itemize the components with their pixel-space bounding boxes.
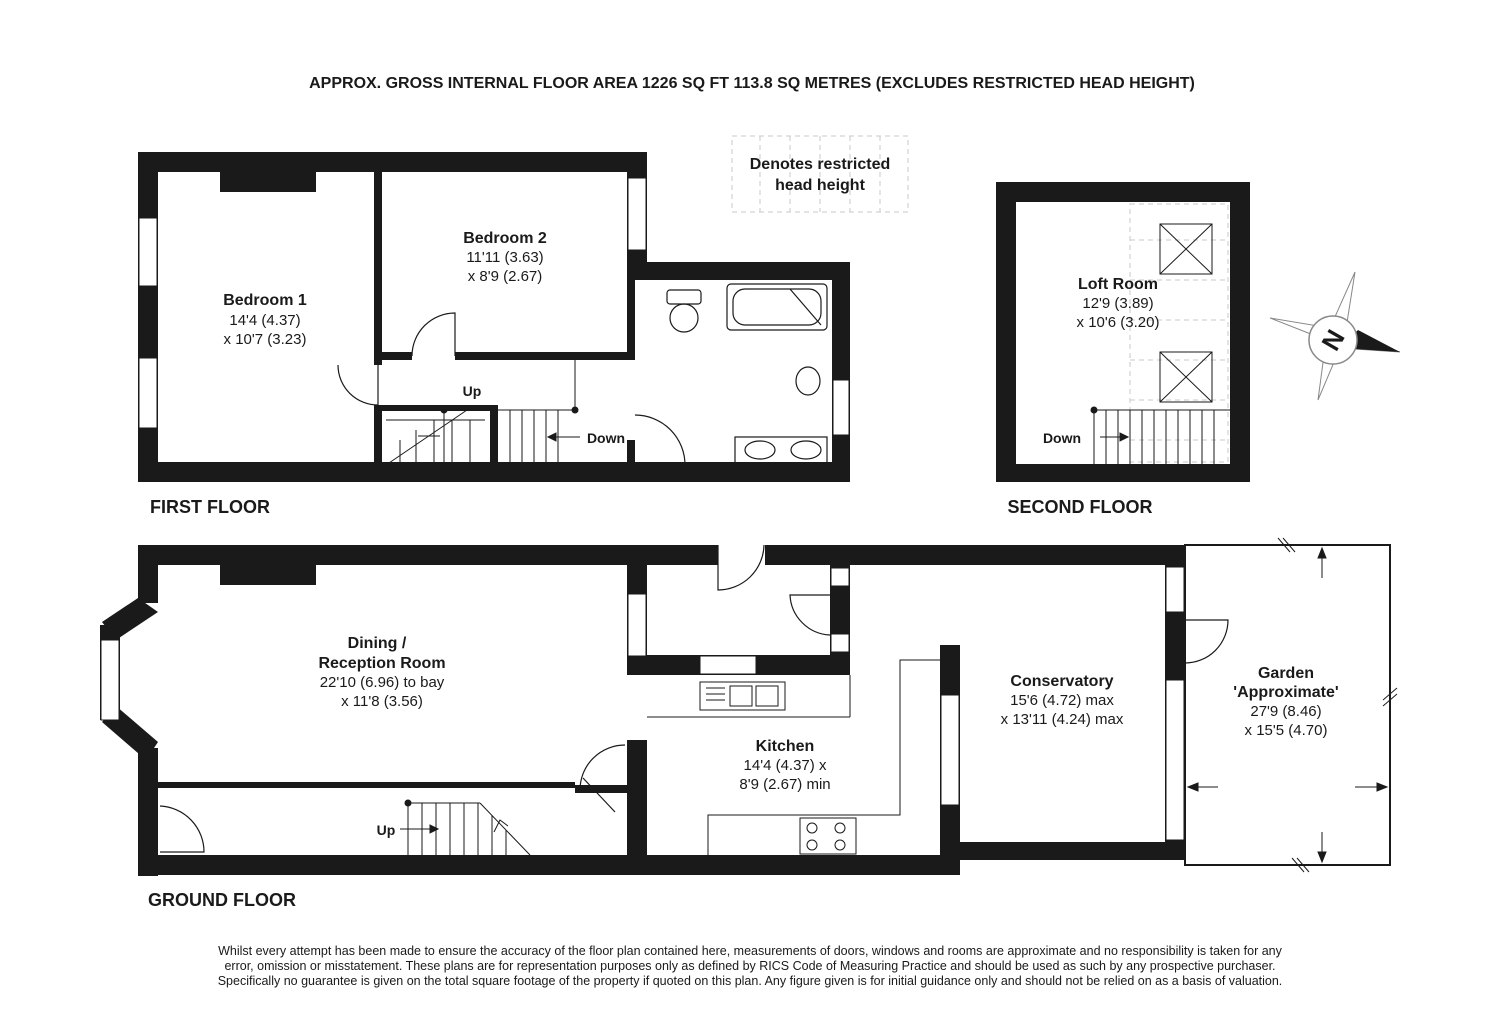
dining-dim1: 22'10 (6.96) to bay <box>319 674 445 691</box>
kitchen-dim1: 14'4 (4.37) x <box>743 757 827 774</box>
kitchen-name: Kitchen <box>755 738 815 755</box>
ground-floor-stairs <box>400 800 530 855</box>
kitchen-dim2: 8'9 (2.67) min <box>739 776 831 793</box>
plan-title: APPROX. GROSS INTERNAL FLOOR AREA 1226 SQ FT 113.8 SQ METRES (EXCLUDES RESTRICTED HEAD HEIGHT) <box>309 75 1195 92</box>
compass-north-letter: N <box>1315 324 1351 356</box>
loft-dim1: 12'9 (3.89) <box>1082 295 1154 312</box>
legend-line-1: Denotes restricted <box>749 156 891 173</box>
bedroom-2-dim2: x 8'9 (2.67) <box>467 268 543 285</box>
ground-up-label: Up <box>376 822 396 838</box>
dining-name-1: Dining / <box>347 635 407 652</box>
loft-name: Loft Room <box>1078 276 1158 293</box>
restricted-legend <box>732 136 908 212</box>
toilet-icon <box>667 290 701 304</box>
skylight-icons <box>1160 224 1212 402</box>
first-up-label: Up <box>462 383 482 399</box>
room-label-conservatory <box>1001 673 1124 728</box>
garden-dim2: x 15'5 (4.70) <box>1244 722 1328 739</box>
garden-dim1: 27'9 (8.46) <box>1250 703 1322 720</box>
compass-icon <box>1270 272 1400 400</box>
bedroom-2-name: Bedroom 2 <box>463 230 547 247</box>
room-label-loft <box>1077 276 1160 331</box>
room-label-bedroom-2 <box>463 230 547 285</box>
garden-name-1: Garden <box>1257 665 1315 682</box>
loft-dim2: x 10'6 (3.20) <box>1076 314 1160 331</box>
first-floor-label: FIRST FLOOR <box>150 497 270 517</box>
disclaimer <box>150 944 1350 989</box>
bedroom-1-dim2: x 10'7 (3.23) <box>223 331 307 348</box>
loft-stairs <box>1091 407 1230 464</box>
bedroom-1-name: Bedroom 1 <box>223 292 307 309</box>
bidet-icon <box>796 367 820 395</box>
ground-floor-label: GROUND FLOOR <box>148 890 296 910</box>
dining-name-2: Reception Room <box>318 655 446 672</box>
legend-line-2: head height <box>775 177 865 194</box>
bathroom-fittings <box>667 284 827 463</box>
room-label-kitchen <box>739 738 830 793</box>
first-floor-stairs <box>386 360 580 465</box>
disclaimer-line-2: error, omission or misstatement. These plans are for representation purposes only as defined by RICS Code of Measuring Practice and should be used as such by any prospective purchaser. <box>224 959 1276 973</box>
second-floor-label: SECOND FLOOR <box>1007 497 1153 517</box>
bath-icon <box>727 284 827 330</box>
basin-icon <box>735 437 827 463</box>
loft-down-label: Down <box>1042 430 1082 446</box>
dining-dim2: x 11'8 (3.56) <box>341 693 423 710</box>
room-label-garden <box>1233 665 1338 739</box>
bedroom-1-dim1: 14'4 (4.37) <box>229 312 301 329</box>
room-label-dining <box>318 635 445 710</box>
conservatory-dim2: x 13'11 (4.24) max <box>1000 711 1124 728</box>
disclaimer-line-1: Whilst every attempt has been made to ensure the accuracy of the floor plan contained here, measurements of doors, windows and rooms are approximate and no responsibility is taken for any <box>218 944 1282 958</box>
first-down-label: Down <box>586 430 626 446</box>
conservatory-name: Conservatory <box>1010 673 1114 690</box>
room-label-bedroom-1 <box>223 292 307 348</box>
bedroom-2-dim1: 11'11 (3.63) <box>466 249 544 266</box>
conservatory-dim1: 15'6 (4.72) max <box>1010 692 1114 709</box>
garden-name-2: 'Approximate' <box>1233 684 1339 701</box>
disclaimer-line-3: Specifically no guarantee is given on the total square footage of the property if quoted on this plan. Any figure given is for initial guidance only and should not be relied on as a basis of valuation. <box>217 974 1283 988</box>
